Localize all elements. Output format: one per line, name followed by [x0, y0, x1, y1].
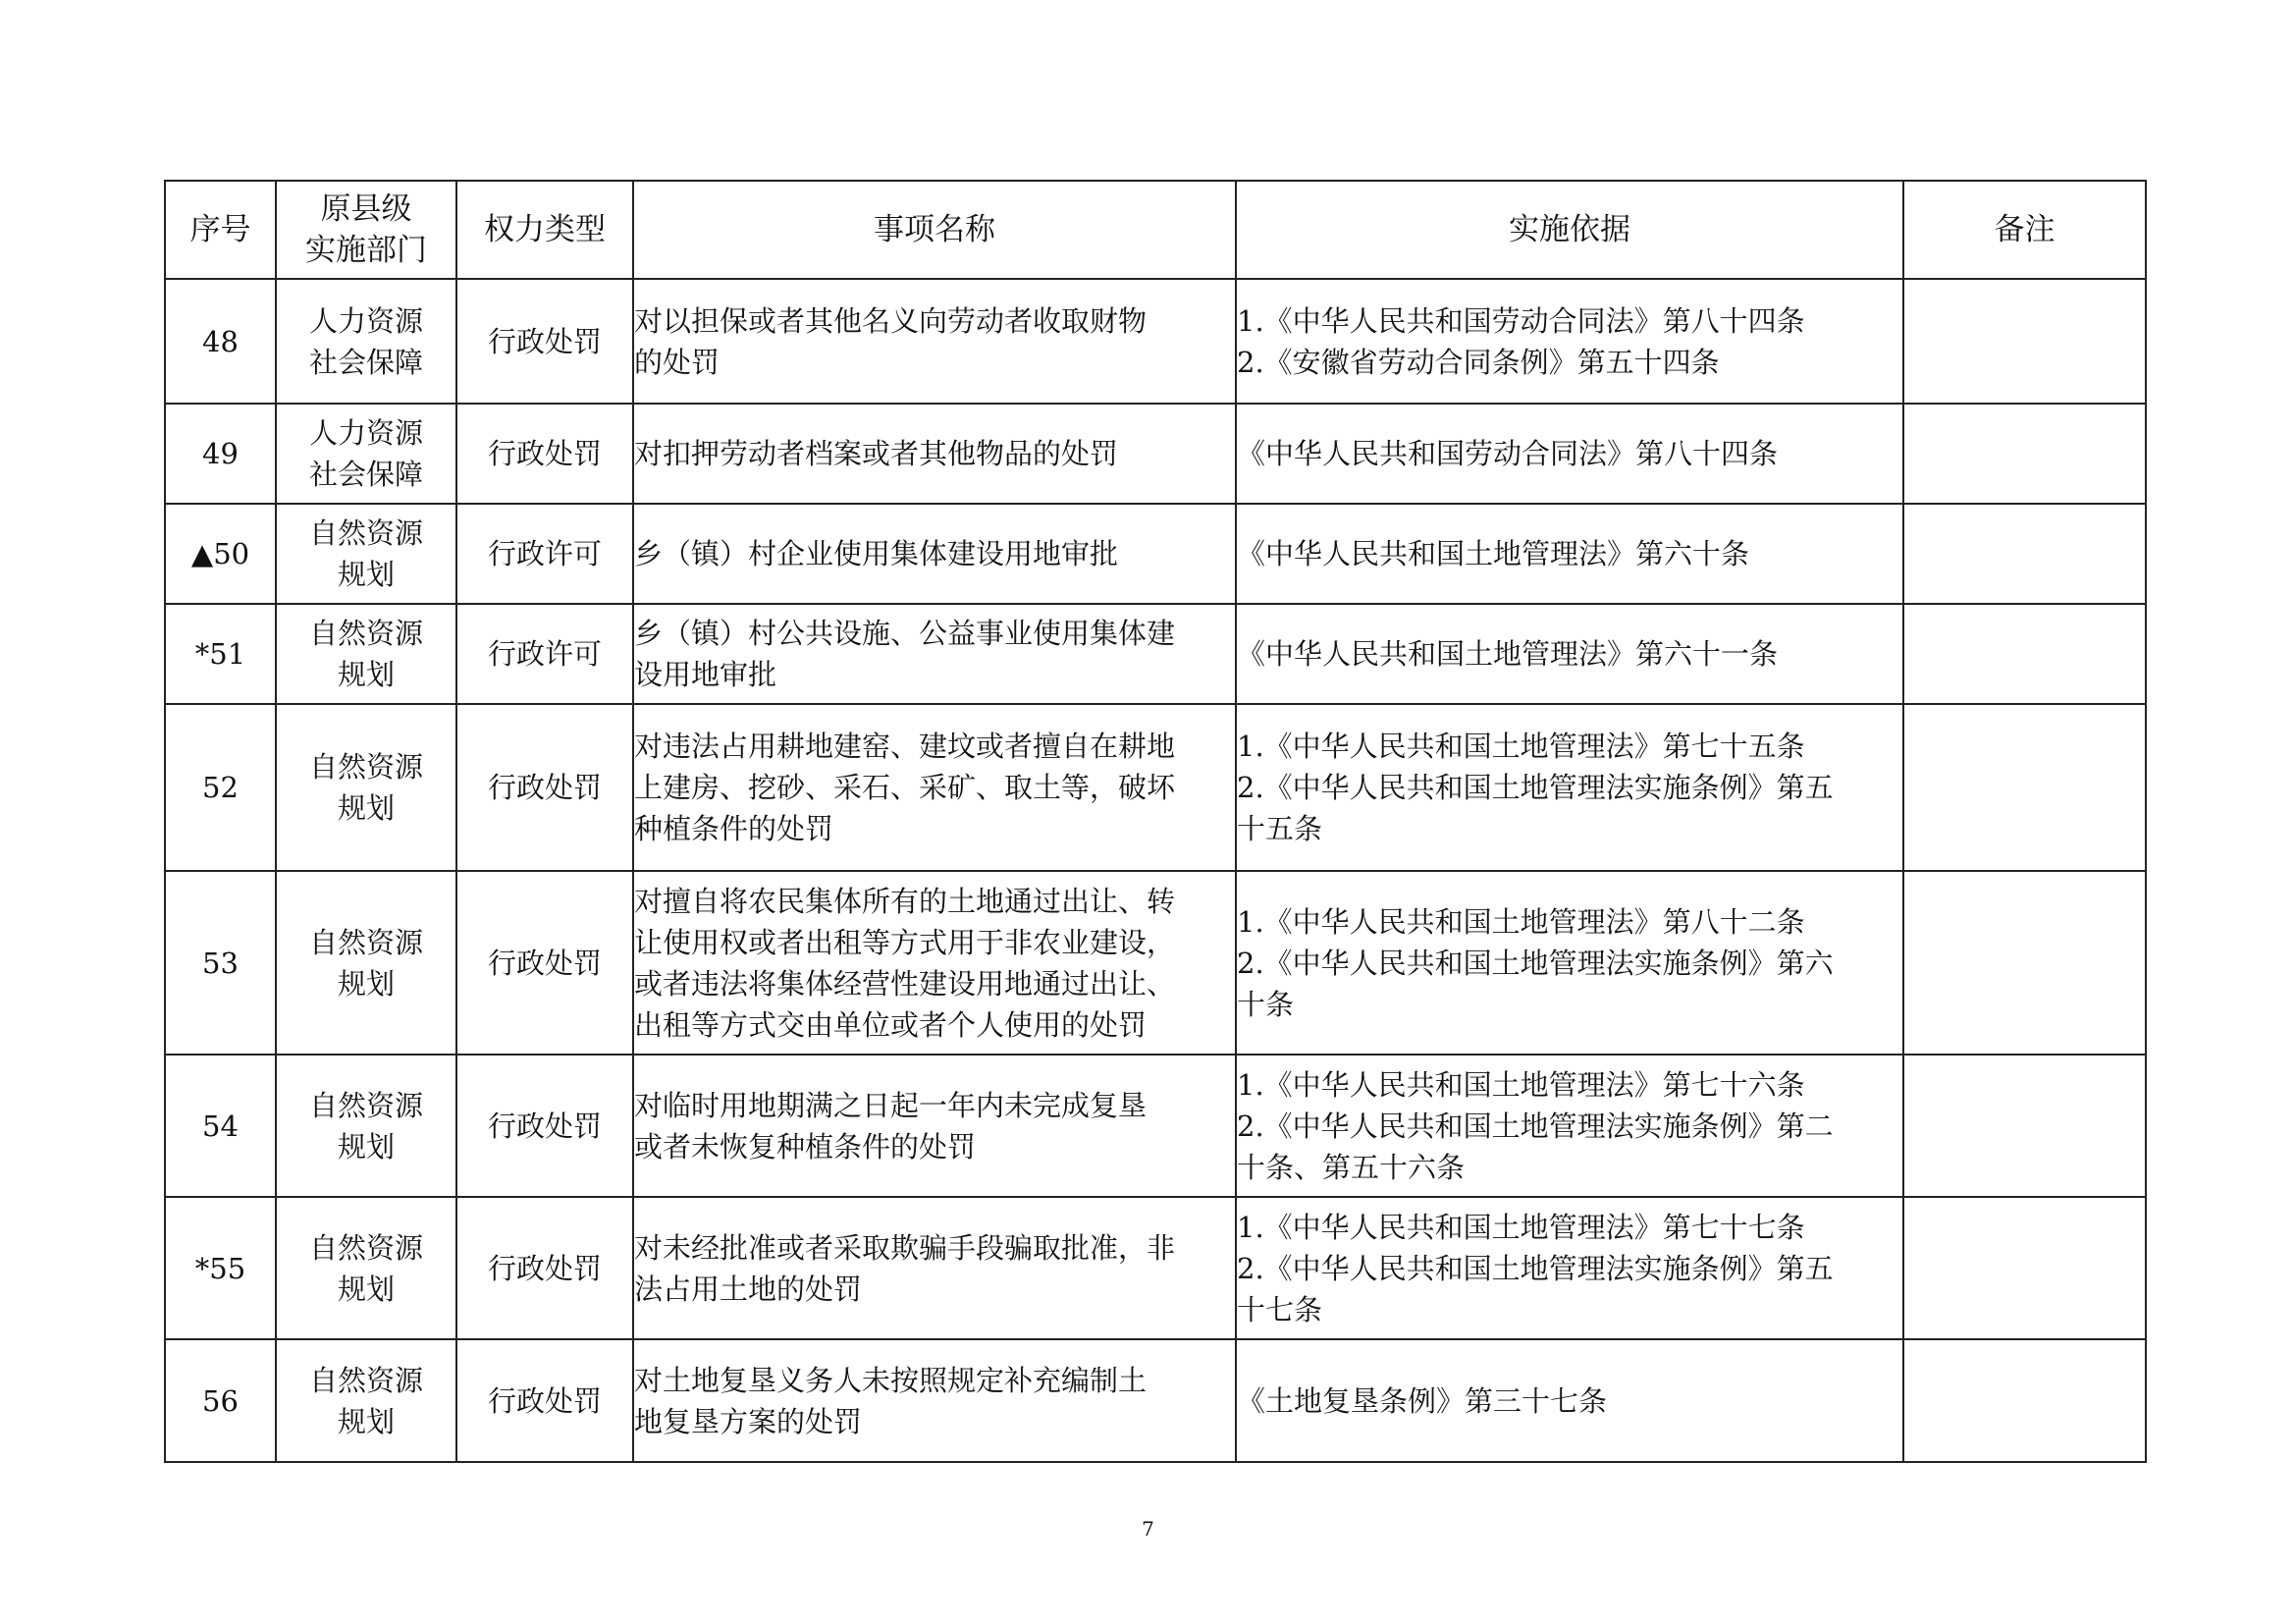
header-seq: 序号 [165, 181, 276, 279]
cell-dept-line: 自然资源 [308, 1230, 423, 1265]
header-dept [276, 181, 456, 279]
table-row [165, 1055, 2146, 1197]
cell-remarks [1903, 1197, 2146, 1339]
cell-item-name-line: 设用地审批 [634, 658, 777, 691]
cell-basis-line: 《中华人民共和国土地管理法》第六十一条 [1237, 637, 1779, 671]
cell-dept-line: 规划 [337, 658, 395, 691]
cell-seq: 53 [165, 871, 276, 1055]
cell-power-type: 行政处罚 [456, 1055, 633, 1197]
cell-item-name-line: 或者未恢复种植条件的处罚 [634, 1129, 977, 1164]
table-header-row [165, 181, 2146, 279]
cell-dept-line: 自然资源 [308, 617, 423, 650]
cell-basis [1236, 504, 1903, 604]
cell-basis-line: 1.《中华人民共和国劳动合同法》第八十四条 [1237, 303, 1805, 338]
cell-basis-line: 十七条 [1237, 1292, 1323, 1326]
cell-item-name-line: 乡（镇）村企业使用集体建设用地审批 [634, 537, 1119, 570]
cell-basis [1236, 279, 1903, 404]
table-row [165, 604, 2146, 704]
cell-dept [276, 1197, 456, 1339]
cell-seq: *51 [165, 604, 276, 704]
cell-dept-line: 社会保障 [308, 458, 423, 491]
cell-seq: 54 [165, 1055, 276, 1197]
cell-dept-line: 规划 [337, 1129, 395, 1164]
cell-item-name-line: 对未经批准或者采取欺骗手段骗取批准，非 [634, 1230, 1176, 1265]
cell-remarks [1903, 1339, 2146, 1462]
cell-basis-line: 十五条 [1237, 812, 1323, 845]
cell-remarks [1903, 871, 2146, 1055]
cell-basis-line: 《中华人民共和国劳动合同法》第八十四条 [1237, 437, 1779, 470]
cell-dept [276, 871, 456, 1055]
cell-dept [276, 504, 456, 604]
cell-power-type: 行政处罚 [456, 1197, 633, 1339]
cell-basis-line: 1.《中华人民共和国土地管理法》第八十二条 [1237, 904, 1805, 939]
table-body [165, 279, 2146, 1462]
cell-power-type: 行政处罚 [456, 871, 633, 1055]
cell-dept-line: 自然资源 [308, 925, 423, 959]
cell-remarks [1903, 1055, 2146, 1197]
cell-item-name-line: 让使用权或者出租等方式用于非农业建设， [634, 925, 1176, 959]
cell-basis-line: 2.《中华人民共和国土地管理法实施条例》第五 [1237, 771, 1834, 804]
cell-item-name-line: 的处罚 [634, 345, 721, 379]
authority-table [164, 180, 2147, 1463]
cell-dept [276, 404, 456, 504]
cell-dept-line: 自然资源 [308, 1088, 423, 1122]
cell-item-name [633, 871, 1236, 1055]
cell-basis [1236, 404, 1903, 504]
cell-basis [1236, 1339, 1903, 1462]
cell-item-name-line: 对以担保或者其他名义向劳动者收取财物 [634, 303, 1148, 338]
cell-remarks [1903, 704, 2146, 871]
cell-basis-line: 1.《中华人民共和国土地管理法》第七十六条 [1237, 1067, 1805, 1102]
cell-item-name [633, 279, 1236, 404]
cell-dept [276, 279, 456, 404]
cell-basis [1236, 1055, 1903, 1197]
cell-basis-line: 1.《中华人民共和国土地管理法》第七十五条 [1237, 730, 1805, 763]
table-row [165, 404, 2146, 504]
cell-dept [276, 1055, 456, 1197]
cell-item-name [633, 1339, 1236, 1462]
cell-item-name-line: 对擅自将农民集体所有的土地通过出让、转 [634, 884, 1176, 918]
table-row [165, 1339, 2146, 1462]
cell-item-name-line: 种植条件的处罚 [634, 812, 834, 845]
header-dept-line1: 原县级 [320, 191, 412, 227]
cell-remarks [1903, 279, 2146, 404]
cell-basis-line: 2.《中华人民共和国土地管理法实施条例》第五 [1237, 1251, 1834, 1285]
cell-dept-line: 社会保障 [308, 345, 423, 379]
cell-item-name-line: 法占用土地的处罚 [634, 1272, 863, 1306]
cell-basis-line: 《土地复垦条例》第三十七条 [1237, 1383, 1608, 1418]
cell-basis [1236, 871, 1903, 1055]
cell-remarks [1903, 504, 2146, 604]
cell-power-type: 行政许可 [456, 604, 633, 704]
cell-item-name-line: 上建房、挖砂、采石、采矿、取土等，破坏 [634, 771, 1176, 804]
header-remarks: 备注 [1903, 181, 2146, 279]
cell-item-name-line: 对违法占用耕地建窑、建坟或者擅自在耕地 [634, 730, 1176, 763]
cell-power-type: 行政处罚 [456, 404, 633, 504]
header-dept-line2: 实施部门 [305, 233, 427, 268]
cell-basis-line: 2.《中华人民共和国土地管理法实施条例》第二 [1237, 1109, 1834, 1143]
cell-item-name-line: 对临时用地期满之日起一年内未完成复垦 [634, 1088, 1148, 1122]
cell-dept-line: 规划 [337, 966, 395, 1001]
cell-item-name-line: 乡（镇）村公共设施、公益事业使用集体建 [634, 617, 1176, 650]
cell-power-type: 行政处罚 [456, 279, 633, 404]
table-row [165, 504, 2146, 604]
cell-item-name [633, 604, 1236, 704]
cell-basis-line: 2.《中华人民共和国土地管理法实施条例》第六 [1237, 946, 1834, 980]
cell-item-name [633, 1055, 1236, 1197]
cell-basis [1236, 704, 1903, 871]
header-power-type: 权力类型 [456, 181, 633, 279]
cell-item-name-line: 对扣押劳动者档案或者其他物品的处罚 [634, 437, 1119, 470]
cell-seq: 52 [165, 704, 276, 871]
table-row [165, 704, 2146, 871]
cell-basis-line: 《中华人民共和国土地管理法》第六十条 [1237, 537, 1750, 570]
cell-item-name [633, 1197, 1236, 1339]
cell-power-type: 行政处罚 [456, 1339, 633, 1462]
cell-item-name-line: 地复垦方案的处罚 [634, 1404, 863, 1438]
cell-dept-line: 规划 [337, 1404, 395, 1438]
cell-item-name [633, 404, 1236, 504]
cell-seq: 48 [165, 279, 276, 404]
cell-dept-line: 自然资源 [308, 750, 423, 784]
cell-item-name [633, 704, 1236, 871]
cell-basis-line: 十条、第五十六条 [1237, 1150, 1466, 1184]
cell-power-type: 行政许可 [456, 504, 633, 604]
cell-seq: 56 [165, 1339, 276, 1462]
cell-basis-line: 2.《安徽省劳动合同条例》第五十四条 [1237, 345, 1720, 379]
cell-remarks [1903, 604, 2146, 704]
cell-item-name [633, 504, 1236, 604]
cell-dept-line: 人力资源 [308, 416, 423, 450]
cell-basis [1236, 604, 1903, 704]
cell-dept-line: 自然资源 [308, 516, 423, 550]
page-number: 7 [1142, 1517, 1154, 1541]
cell-basis [1236, 1197, 1903, 1339]
table-row [165, 871, 2146, 1055]
header-basis: 实施依据 [1236, 181, 1903, 279]
cell-seq: 49 [165, 404, 276, 504]
header-item-name: 事项名称 [633, 181, 1236, 279]
cell-dept [276, 1339, 456, 1462]
cell-dept [276, 704, 456, 871]
cell-remarks [1903, 404, 2146, 504]
cell-power-type: 行政处罚 [456, 704, 633, 871]
cell-dept [276, 604, 456, 704]
cell-item-name-line: 对土地复垦义务人未按照规定补充编制土 [634, 1363, 1148, 1397]
cell-dept-line: 规划 [337, 1272, 395, 1306]
cell-dept-line: 自然资源 [308, 1363, 423, 1397]
cell-basis-line: 1.《中华人民共和国土地管理法》第七十七条 [1237, 1210, 1805, 1244]
cell-item-name-line: 出租等方式交由单位或者个人使用的处罚 [634, 1007, 1148, 1042]
cell-dept-line: 规划 [337, 558, 395, 591]
table-row [165, 279, 2146, 404]
cell-seq: *55 [165, 1197, 276, 1339]
cell-seq: ▲50 [165, 504, 276, 604]
cell-dept-line: 人力资源 [308, 303, 423, 338]
table-row [165, 1197, 2146, 1339]
cell-item-name-line: 或者违法将集体经营性建设用地通过出让、 [634, 966, 1176, 1001]
cell-dept-line: 规划 [337, 791, 395, 825]
cell-basis-line: 十条 [1237, 987, 1295, 1021]
